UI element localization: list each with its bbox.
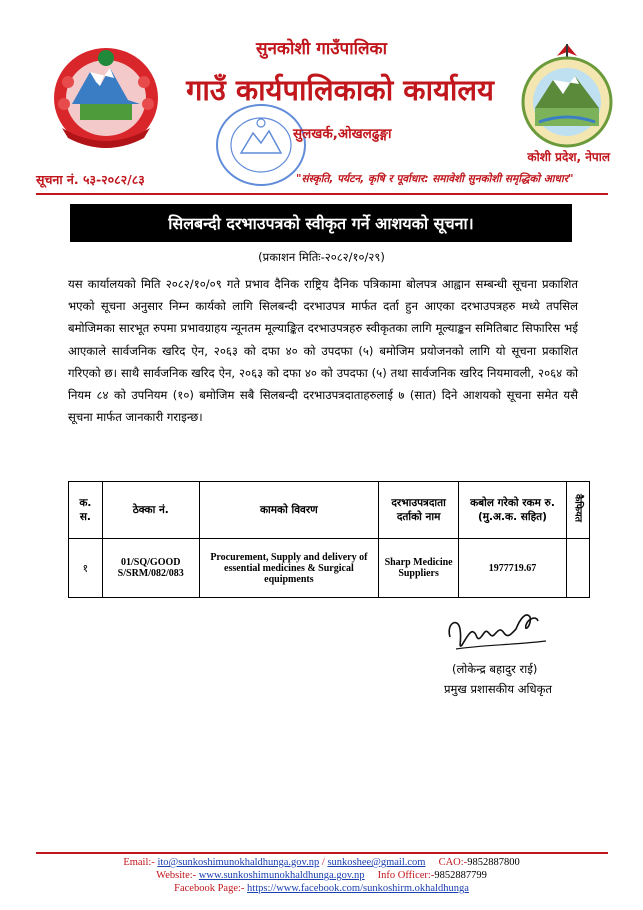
cell-amount: 1977719.67 — [459, 539, 567, 598]
publication-date: (प्रकाशन मितिः-२०८२/१०/२९) — [258, 250, 385, 264]
footer-divider — [36, 852, 608, 854]
header-remarks-label: कैफियत — [572, 494, 584, 523]
cell-contract-no: 01/SQ/GOOD S/SRM/082/083 — [102, 539, 199, 598]
table-header-row — [69, 482, 590, 539]
header-description: कामको विवरण — [199, 482, 378, 539]
cao-phone: 9852887800 — [467, 857, 520, 868]
header-bidder: दरभाउपत्रदाता दर्ताको नाम — [379, 482, 459, 539]
award-table — [68, 481, 590, 598]
motto: "संस्कृति, पर्यटन, कृषि र पूर्वाधार: समावेशी सुनकोशी समृद्धिको आधार" — [296, 173, 574, 185]
cell-description: Procurement, Supply and delivery of essential medicines & Surgical equipments — [199, 539, 378, 598]
email-link-1[interactable]: ito@sunkoshimunokhaldhunga.gov.np — [157, 857, 320, 868]
cao-label: CAO:- — [438, 857, 468, 868]
facebook-label: Facebook Page:- — [174, 883, 248, 894]
municipality-name: सुनकोशी गाउँपालिका — [255, 39, 387, 59]
email-separator: / — [319, 857, 328, 868]
signature-image — [442, 605, 562, 657]
footer-email-line — [0, 857, 643, 868]
cell-bidder: Sharp Medicine Suppliers — [379, 539, 459, 598]
website-label: Website:- — [156, 870, 199, 881]
header-contract-no: ठेक्का नं. — [102, 482, 199, 539]
header-amount: कबोल गरेको रकम रु. (मु.अ.क. सहित) — [459, 482, 567, 539]
header-sn: क. स. — [69, 482, 103, 539]
table-row — [69, 539, 590, 598]
info-officer-label: Info Officer:- — [377, 870, 435, 881]
cell-sn: १ — [69, 539, 103, 598]
footer-facebook-line — [0, 883, 643, 894]
signatory-name: (लोकेन्द्र बहादुर राई) — [452, 662, 538, 676]
header-remarks — [566, 482, 589, 539]
email-link-2[interactable]: sunkoshee@gmail.com — [327, 857, 426, 868]
province-label: कोशी प्रदेश, नेपाल — [527, 150, 610, 164]
website-link[interactable]: www.sunkoshimunokhaldhunga.gov.np — [198, 870, 365, 881]
office-seal-stamp — [215, 103, 307, 187]
facebook-link[interactable]: https://www.facebook.com/sunkoshirm.okhaldhunga — [247, 883, 469, 894]
office-address: सुलखर्क,ओखलढुङ्गा — [293, 126, 392, 142]
notice-title: सिलबन्दी दरभाउपत्रको स्वीकृत गर्ने आशयको सूचना। — [70, 204, 572, 242]
footer-website-line — [0, 870, 643, 881]
office-name: गाउँ कार्यपालिकाको कार्यालय — [186, 73, 494, 107]
notice-body: यस कार्यालयको मिति २०८२/१०/०९ गते प्रभाव दैनिक राष्ट्रिय दैनिक पत्रिकामा बोलपत्र आह्वान सम्बन्धी सूचना प्रकाशित भएको सूचना अनुसार निम्न कार्यको लागि सिलबन्दी दरभाउपत्र मार्फत दर्ता हुन आएका दरभाउपत्रहरु मध्ये तपसिल बमोजिमका सारभूत रुपमा प्रभावग्राहय न्यूनतम मूल्याङ्कित दरभाउपत्रहरु स्वीकृतका लागि मूल्याङ्कन समितिबाट सिफारिस भई आएकाले सार्वजनिक खरिद ऐन, २०६३ को दफा ४० को उपदफा (५) बमोजिम प्रयोजनको लागि यो सूचना प्रकाशित गरिएको छ। साथै सार्वजनिक खरिद ऐन, २०६३ को दफा ४० को उपदफा (५) तथा सार्वजनिक खरिद नियमावली, २०६४ को नियम ८४ को उपनियम (१०) बमोजिम सबै सिलबन्दी दरभाउपत्रदाताहरुलाई ७ (सात) दिने आशयको सूचना समेत यसै सूचना मार्फत जानकारी गराइन्छ। — [68, 277, 578, 425]
reference-number: सूचना नं. ५३-२०८२/८३ — [36, 172, 145, 187]
header-divider — [36, 193, 608, 195]
cell-remarks — [566, 539, 589, 598]
info-officer-phone: 9852887799 — [434, 870, 487, 881]
signatory-designation: प्रमुख प्रशासकीय अधिकृत — [444, 682, 552, 696]
email-label: Email:- — [123, 857, 158, 868]
